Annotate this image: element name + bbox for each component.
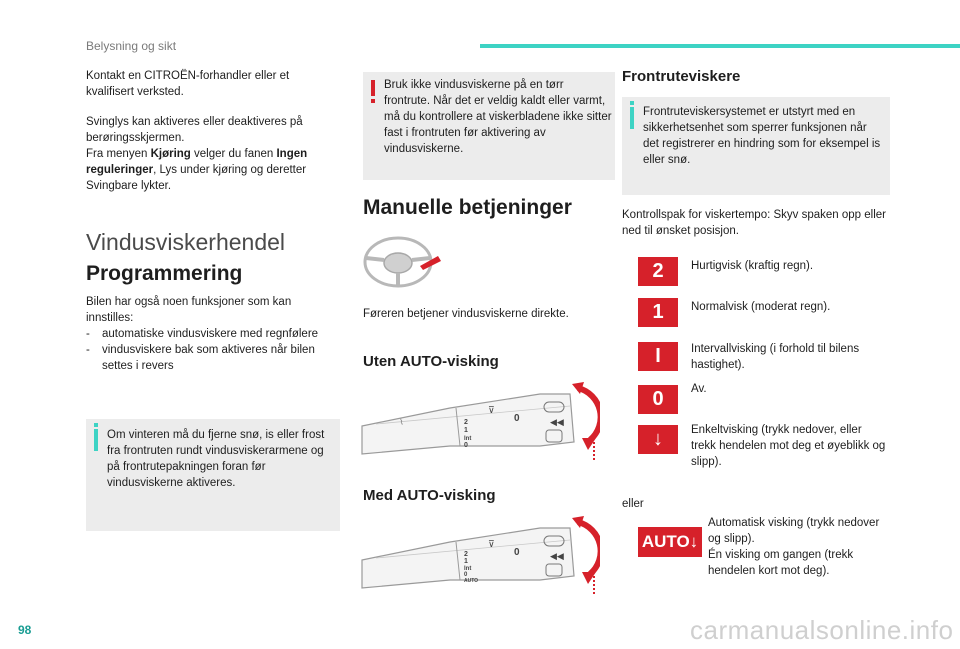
programming-intro: Bilen har også noen funksjoner som kan innstilles: [86, 296, 292, 324]
stalk-label-2: 2 [464, 419, 468, 426]
mode-label-1: Normalvisk (moderat regn). [691, 301, 831, 313]
stalk-label-1: 1 [464, 427, 468, 434]
auto-label-2: Én visking om gangen (trekk hendelen kort mot deg). [708, 549, 854, 577]
svg-text:◀◀: ◀◀ [550, 552, 564, 562]
mode-label-0: Av. [691, 383, 707, 395]
warning-icon [371, 80, 375, 96]
mode-label-single: Enkeltvisking (trykk nedover, eller trekk hendelen mot deg et øyeblikk og slipp). [691, 424, 886, 468]
mode-key-single: ↓ [638, 425, 678, 454]
mode-key-0: 0 [638, 385, 678, 414]
info-icon [630, 107, 634, 129]
mode-key-1: 1 [638, 298, 678, 327]
wiper-stalk-auto-illustration [360, 514, 600, 604]
winter-info-text: Om vinteren må du fjerne snø, is eller frost fra frontruten rundt vindusviskerarmene og på frontrutepakningen foran før vindusviskerne aktiveres. [107, 429, 325, 489]
svg-text:⌇: ⌇ [399, 417, 405, 427]
ring-label-0: 0 [514, 547, 520, 558]
manual-controls-heading: Manuelle betjeninger [363, 196, 572, 219]
menu-ingen-reguleringer: Ingen reguleringer [86, 148, 308, 176]
header-accent-bar [480, 44, 960, 48]
svg-text:⊽: ⊽ [488, 540, 495, 550]
front-wipers-heading: Frontruteviskere [622, 68, 741, 85]
stalk-label-int: Int [464, 566, 472, 572]
menu-kjoring: Kjøring [150, 148, 191, 160]
control-lever-text: Kontrollspak for viskertempo: Skyv spaken opp eller ned til ønsket posisjon. [622, 209, 886, 237]
or-text: eller [622, 498, 644, 510]
steering-wheel-illustration [362, 232, 442, 290]
info-icon [94, 429, 98, 451]
programming-block [86, 294, 336, 374]
stalk-label-auto: AUTO [464, 578, 479, 584]
list-item: - automatiske vindusviskere med regnfølere [86, 326, 336, 342]
winter-info-box [86, 419, 340, 531]
section-header: Belysning og sikt [86, 39, 177, 53]
warning-box [363, 72, 615, 180]
menu-post: , Lys under kjøring og deretter Svingbare lykter. [86, 164, 307, 192]
warning-text: Bruk ikke vindusviskerne på en tørr frontrute. Når det er veldig kaldt eller varmt, må du kontrollere at viskerbladene ikke sitter fast i frontruten før aktivering av vindusviskerne. [384, 79, 612, 155]
stalk-label-0: 0 [464, 442, 468, 449]
watermark: carmanualsonline.info [690, 615, 954, 645]
svg-text:⊽: ⊽ [488, 406, 495, 416]
cornering-light-text: Svinglys kan aktiveres eller deaktiveres på berøringsskjermen. [86, 116, 303, 144]
auto-label [708, 515, 888, 579]
list-item: - vindusviskere bak som aktiveres når bilen settes i revers [86, 342, 336, 374]
manual-controls-text: Føreren betjener vindusviskerne direkte. [363, 308, 569, 320]
med-auto-heading: Med AUTO-visking [363, 487, 496, 504]
auto-label-1: Automatisk visking (trykk nedover og slipp). [708, 517, 880, 545]
front-wipers-info-box [622, 97, 890, 195]
uten-auto-heading: Uten AUTO-visking [363, 353, 499, 370]
stalk-label-int: Int [464, 436, 472, 442]
wiper-stalk-illustration [360, 380, 600, 470]
programming-heading: Programmering [86, 262, 243, 285]
mode-label-2: Hurtigvisk (kraftig regn). [691, 260, 814, 272]
mode-key-int: I [638, 342, 678, 371]
page-number: 98 [18, 623, 32, 637]
ring-label-0: 0 [514, 413, 520, 424]
menu-prefix: Fra menyen [86, 148, 151, 160]
front-wipers-info-text: Frontruteviskersystemet er utstyrt med en sikkerhetsenhet som sperrer funksjonen når det registrerer en hindring som for eksempel is eller snø. [643, 106, 881, 166]
programming-list [86, 326, 336, 374]
stalk-label-0: 0 [464, 572, 468, 578]
mode-label-int: Intervallvisking (i forhold til bilens hastighet). [691, 343, 860, 371]
menu-mid: velger du fanen [190, 148, 277, 160]
auto-key: AUTO↓ [638, 527, 702, 557]
svg-text:◀◀: ◀◀ [550, 418, 564, 428]
cornering-light-paragraph [86, 114, 326, 194]
stalk-label-1: 1 [464, 558, 468, 565]
dealer-paragraph: Kontakt en CITROËN-forhandler eller et kvalifisert verksted. [86, 70, 290, 98]
mode-key-2: 2 [638, 257, 678, 286]
stalk-label-2: 2 [464, 551, 468, 558]
section-title: Vindusviskerhendel [86, 229, 286, 255]
